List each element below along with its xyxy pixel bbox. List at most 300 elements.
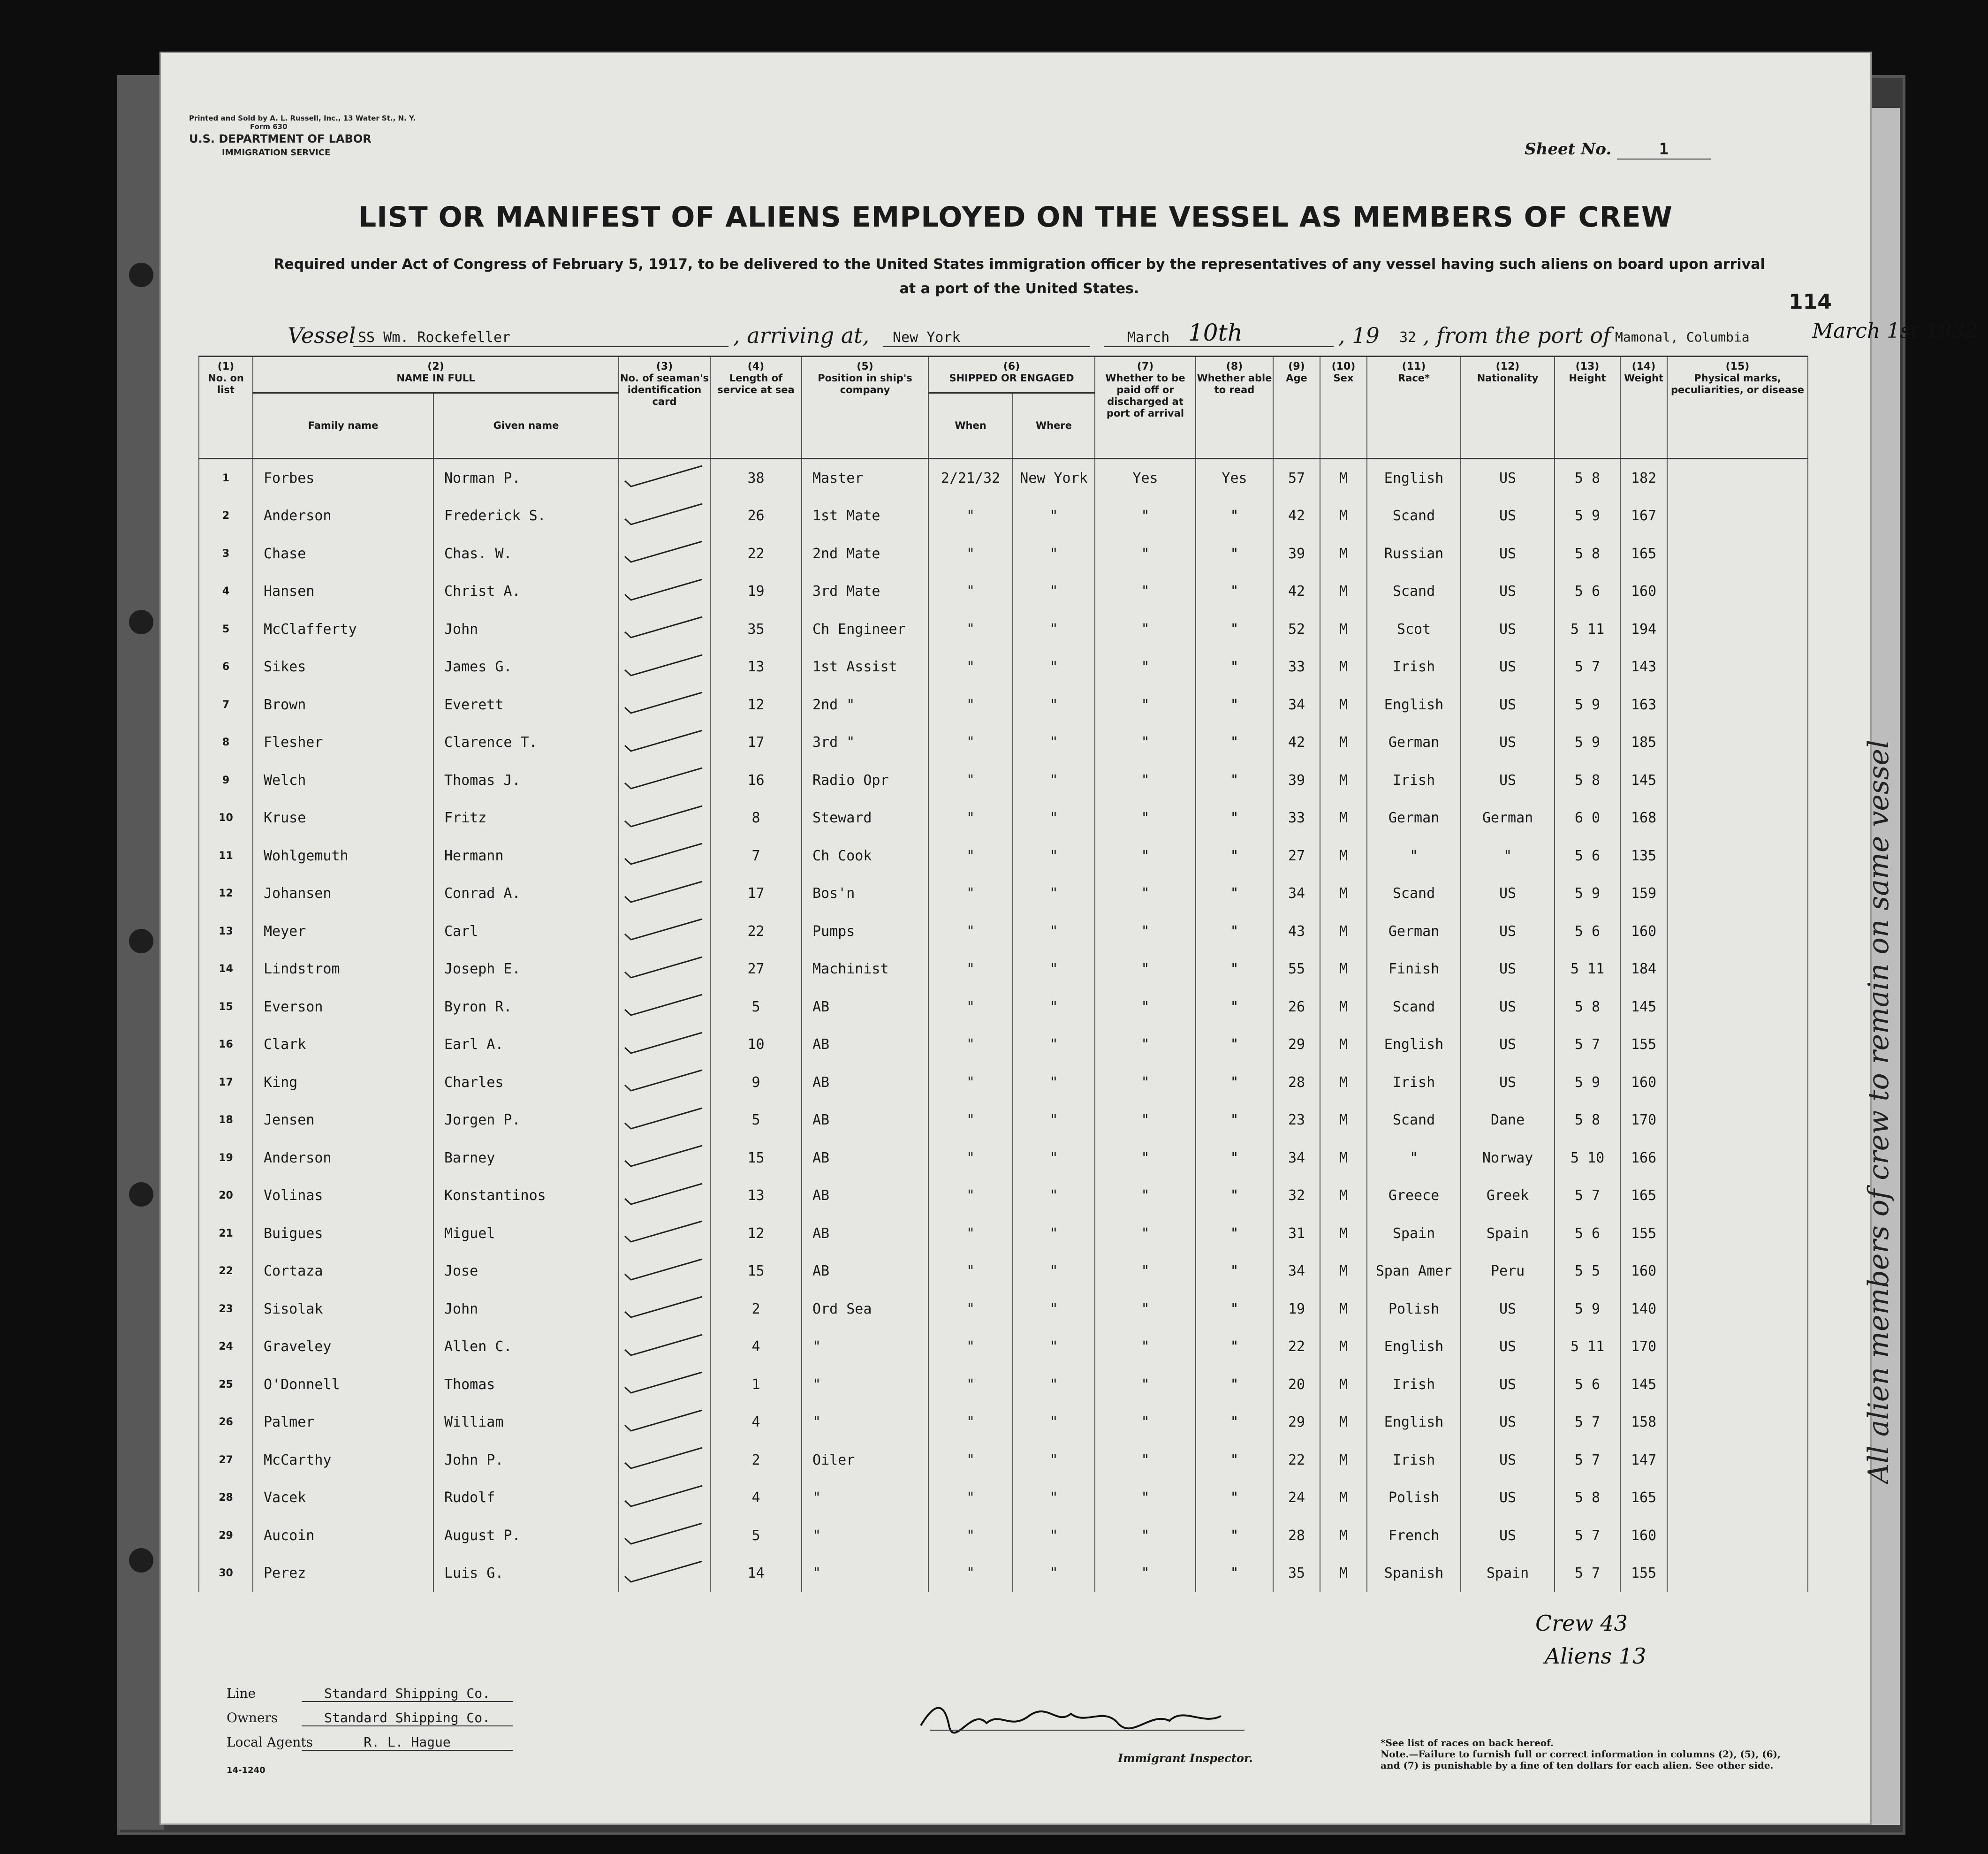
position: AB [802, 1139, 928, 1177]
weight: 168 [1620, 799, 1667, 837]
age: 29 [1273, 1026, 1320, 1064]
sex: M [1320, 1102, 1367, 1140]
nationality: US [1461, 573, 1555, 611]
position: " [802, 1404, 928, 1442]
check-mark-icon [622, 1142, 707, 1170]
check-mark-icon [622, 1331, 707, 1359]
given-name: Joseph E. [433, 950, 619, 988]
physical-marks [1667, 1404, 1808, 1442]
height: 5 6 [1555, 1215, 1620, 1253]
physical-marks [1667, 761, 1808, 799]
table-row [199, 988, 1808, 1026]
row-number: 27 [199, 1441, 253, 1479]
department: U.S. DEPARTMENT OF LABOR [189, 132, 372, 145]
shipped-when: " [928, 875, 1013, 913]
position: 3rd Mate [802, 573, 928, 611]
height: 5 9 [1555, 875, 1620, 913]
height: 5 7 [1555, 1404, 1620, 1442]
binder-hole [129, 263, 153, 287]
row-number: 29 [199, 1517, 253, 1555]
weight: 145 [1620, 988, 1667, 1026]
id-card [619, 1328, 710, 1366]
able-to-read: " [1196, 988, 1273, 1026]
check-mark-icon [622, 1368, 707, 1397]
table-row [199, 724, 1808, 762]
shipped-where: " [1013, 912, 1095, 950]
family-name: Everson [253, 988, 433, 1026]
given-name: Barney [433, 1139, 619, 1177]
able-to-read: " [1196, 724, 1273, 762]
id-card [619, 799, 710, 837]
nationality: US [1461, 1064, 1555, 1102]
paid-off: " [1095, 1215, 1196, 1253]
nationality: US [1461, 648, 1555, 686]
nationality: " [1461, 837, 1555, 875]
check-mark-icon [622, 840, 707, 868]
shipped-where: " [1013, 988, 1095, 1026]
table-row [199, 950, 1808, 988]
age: 57 [1273, 459, 1320, 497]
shipped-when: " [928, 1064, 1013, 1102]
shipped-where: " [1013, 1479, 1095, 1517]
weight: 159 [1620, 875, 1667, 913]
family-name: Meyer [253, 912, 433, 950]
service-years: 5 [710, 988, 802, 1026]
table-row [199, 686, 1808, 724]
form-code: 14-1240 [227, 1765, 266, 1775]
paid-off: " [1095, 761, 1196, 799]
shipped-where: " [1013, 1064, 1095, 1102]
shipped-where: " [1013, 1177, 1095, 1215]
id-card [619, 724, 710, 762]
check-mark-icon [622, 764, 707, 792]
handwritten-marks-note [1859, 593, 1901, 1484]
nationality: US [1461, 535, 1555, 573]
id-card [619, 1215, 710, 1253]
able-to-read: " [1196, 1139, 1273, 1177]
able-to-read: " [1196, 1441, 1273, 1479]
shipped-when: " [928, 1215, 1013, 1253]
physical-marks [1667, 1328, 1808, 1366]
nationality: US [1461, 912, 1555, 950]
table-row [199, 1064, 1808, 1102]
race: Finish [1367, 950, 1461, 988]
weight: 160 [1620, 573, 1667, 611]
given-name: John [433, 610, 619, 648]
family-name: Vacek [253, 1479, 433, 1517]
id-card [619, 535, 710, 573]
row-number: 2 [199, 497, 253, 535]
table-row [199, 1366, 1808, 1404]
given-name: Rudolf [433, 1479, 619, 1517]
from-label: , from the port of [1423, 323, 1611, 348]
race: French [1367, 1517, 1461, 1555]
sex: M [1320, 1026, 1367, 1064]
row-number: 15 [199, 988, 253, 1026]
physical-marks [1667, 497, 1808, 535]
weight: 158 [1620, 1404, 1667, 1442]
age: 34 [1273, 1139, 1320, 1177]
weight: 145 [1620, 1366, 1667, 1404]
family-name: Palmer [253, 1404, 433, 1442]
position: AB [802, 1177, 928, 1215]
weight: 166 [1620, 1139, 1667, 1177]
shipped-where: " [1013, 724, 1095, 762]
shipped-when: " [928, 1366, 1013, 1404]
shipped-when: " [928, 799, 1013, 837]
given-name: Jorgen P. [433, 1102, 619, 1140]
voyage-line [288, 319, 1978, 351]
id-card [619, 1026, 710, 1064]
nationality: US [1461, 950, 1555, 988]
check-mark-icon [622, 991, 707, 1019]
shipped-where: " [1013, 875, 1095, 913]
shipped-where: " [1013, 1517, 1095, 1555]
shipped-where: " [1013, 1328, 1095, 1366]
race: English [1367, 459, 1461, 497]
page-subtitle: Required under Act of Congress of February 5, 1917, to be delivered to the United States immigration officer by the representatives of any vessel having such aliens on board upon arrival at a port of the United States. [273, 256, 1765, 297]
sex: M [1320, 988, 1367, 1026]
check-mark-icon [622, 689, 707, 717]
check-mark-icon [622, 1066, 707, 1094]
physical-marks [1667, 1479, 1808, 1517]
weight: 194 [1620, 610, 1667, 648]
paid-off: " [1095, 724, 1196, 762]
row-number: 11 [199, 837, 253, 875]
aliens-tally: Aliens 13 [1545, 1643, 1647, 1669]
age: 29 [1273, 1404, 1320, 1442]
family-name: McClafferty [253, 610, 433, 648]
shipped-where: " [1013, 535, 1095, 573]
weight: 182 [1620, 459, 1667, 497]
race: Greece [1367, 1177, 1461, 1215]
weight: 155 [1620, 1026, 1667, 1064]
shipped-where: " [1013, 573, 1095, 611]
family-name: Clark [253, 1026, 433, 1064]
position: Pumps [802, 912, 928, 950]
table-row [199, 573, 1808, 611]
able-to-read: " [1196, 535, 1273, 573]
check-mark-icon [622, 651, 707, 679]
service-years: 14 [710, 1555, 802, 1593]
row-number: 22 [199, 1253, 253, 1291]
physical-marks [1667, 1026, 1808, 1064]
physical-marks [1667, 573, 1808, 611]
able-to-read: " [1196, 497, 1273, 535]
given-name: Thomas J. [433, 761, 619, 799]
shipped-when: " [928, 988, 1013, 1026]
table-row [199, 1026, 1808, 1064]
id-card [619, 1479, 710, 1517]
able-to-read: " [1196, 837, 1273, 875]
table-row [199, 1290, 1808, 1328]
able-to-read: " [1196, 1177, 1273, 1215]
paid-off: " [1095, 497, 1196, 535]
id-card [619, 1177, 710, 1215]
nationality: US [1461, 497, 1555, 535]
row-number: 26 [199, 1404, 253, 1442]
weight: 145 [1620, 761, 1667, 799]
physical-marks [1667, 1139, 1808, 1177]
printer-credit: Printed and Sold by A. L. Russell, Inc., 13 Water St., N. Y. [189, 114, 416, 122]
position: Ch Cook [802, 837, 928, 875]
given-name: Fritz [433, 799, 619, 837]
shipped-where: " [1013, 1404, 1095, 1442]
service-years: 15 [710, 1139, 802, 1177]
manifest-sheet [159, 52, 1978, 1825]
paid-off: " [1095, 1026, 1196, 1064]
given-name: John P. [433, 1441, 619, 1479]
race: Irish [1367, 648, 1461, 686]
position: 3rd " [802, 724, 928, 762]
service-years: 22 [710, 535, 802, 573]
page-number: 114 [1789, 290, 1832, 314]
position: AB [802, 1253, 928, 1291]
weight: 170 [1620, 1328, 1667, 1366]
physical-marks [1667, 648, 1808, 686]
race: English [1367, 686, 1461, 724]
able-to-read: " [1196, 1517, 1273, 1555]
able-to-read: " [1196, 1215, 1273, 1253]
height: 5 9 [1555, 1064, 1620, 1102]
position: 1st Assist [802, 648, 928, 686]
paid-off: " [1095, 686, 1196, 724]
height: 5 8 [1555, 535, 1620, 573]
service-years: 17 [710, 875, 802, 913]
height: 5 7 [1555, 648, 1620, 686]
service-years: 13 [710, 648, 802, 686]
family-name: O'Donnell [253, 1366, 433, 1404]
shipped-when: " [928, 724, 1013, 762]
arrival-year: 32 [1399, 329, 1417, 346]
footer-agents: Local Agents R. L. Hague [227, 1734, 513, 1751]
sex: M [1320, 950, 1367, 988]
physical-marks [1667, 950, 1808, 988]
check-mark-icon [622, 727, 707, 755]
family-name: Graveley [253, 1328, 433, 1366]
id-card [619, 1441, 710, 1479]
nationality: US [1461, 761, 1555, 799]
service-years: 26 [710, 497, 802, 535]
sex: M [1320, 459, 1367, 497]
table-row [199, 1102, 1808, 1140]
table-row [199, 875, 1808, 913]
check-mark-icon [622, 538, 707, 566]
id-card [619, 686, 710, 724]
id-card [619, 1555, 710, 1593]
race: Irish [1367, 1366, 1461, 1404]
weight: 155 [1620, 1555, 1667, 1593]
family-name: McCarthy [253, 1441, 433, 1479]
given-name: Earl A. [433, 1026, 619, 1064]
sex: M [1320, 535, 1367, 573]
weight: 167 [1620, 497, 1667, 535]
row-number: 8 [199, 724, 253, 762]
id-card [619, 875, 710, 913]
shipped-when: " [928, 535, 1013, 573]
sex: M [1320, 1404, 1367, 1442]
race: Polish [1367, 1479, 1461, 1517]
height: 5 11 [1555, 1328, 1620, 1366]
physical-marks [1667, 1290, 1808, 1328]
nationality: US [1461, 1404, 1555, 1442]
table-row [199, 459, 1808, 497]
physical-marks [1667, 724, 1808, 762]
footer-line: Line Standard Shipping Co. [227, 1686, 513, 1702]
physical-marks [1667, 1366, 1808, 1404]
sex: M [1320, 610, 1367, 648]
shipped-when: " [928, 837, 1013, 875]
nationality: US [1461, 1441, 1555, 1479]
position: Bos'n [802, 875, 928, 913]
id-card [619, 912, 710, 950]
paid-off: " [1095, 1441, 1196, 1479]
marks-note-text: All alien members of crew to remain on same vessel [1862, 739, 1895, 1484]
position: AB [802, 988, 928, 1026]
table-row [199, 1328, 1808, 1366]
paid-off: " [1095, 1555, 1196, 1593]
weight: 185 [1620, 724, 1667, 762]
shipped-where: " [1013, 1441, 1095, 1479]
sex: M [1320, 1555, 1367, 1593]
paid-off: " [1095, 1253, 1196, 1291]
age: 33 [1273, 648, 1320, 686]
row-number: 16 [199, 1026, 253, 1064]
age: 39 [1273, 761, 1320, 799]
given-name: Hermann [433, 837, 619, 875]
binder-hole [129, 1548, 153, 1573]
physical-marks [1667, 1517, 1808, 1555]
age: 43 [1273, 912, 1320, 950]
age: 23 [1273, 1102, 1320, 1140]
id-card [619, 1517, 710, 1555]
race: Russian [1367, 535, 1461, 573]
service-years: 35 [710, 610, 802, 648]
given-name: Byron R. [433, 988, 619, 1026]
given-name: Jose [433, 1253, 619, 1291]
paid-off: " [1095, 610, 1196, 648]
row-number: 19 [199, 1139, 253, 1177]
row-number: 5 [199, 610, 253, 648]
family-name: Wohlgemuth [253, 837, 433, 875]
race: Polish [1367, 1290, 1461, 1328]
race: Irish [1367, 761, 1461, 799]
given-name: Miguel [433, 1215, 619, 1253]
race: " [1367, 1139, 1461, 1177]
paid-off: " [1095, 950, 1196, 988]
age: 20 [1273, 1366, 1320, 1404]
inspector-label: Immigrant Inspector. [1118, 1751, 1253, 1765]
service-years: 4 [710, 1328, 802, 1366]
given-name: Christ A. [433, 573, 619, 611]
sex: M [1320, 912, 1367, 950]
col-header-when: When [928, 393, 1013, 459]
table-row [199, 648, 1808, 686]
paid-off: " [1095, 1290, 1196, 1328]
shipped-when: " [928, 497, 1013, 535]
shipped-when: 2/21/32 [928, 459, 1013, 497]
row-number: 28 [199, 1479, 253, 1517]
height: 5 9 [1555, 686, 1620, 724]
height: 5 9 [1555, 497, 1620, 535]
able-to-read: " [1196, 875, 1273, 913]
row-number: 10 [199, 799, 253, 837]
check-mark-icon [622, 1558, 707, 1586]
shipped-when: " [928, 761, 1013, 799]
shipped-when: " [928, 1328, 1013, 1366]
service-years: 10 [710, 1026, 802, 1064]
position: Ch Engineer [802, 610, 928, 648]
service-years: 4 [710, 1479, 802, 1517]
inspector-signature [916, 1697, 1263, 1740]
age: 34 [1273, 1253, 1320, 1291]
nationality: German [1461, 799, 1555, 837]
paid-off: " [1095, 799, 1196, 837]
paid-off: " [1095, 535, 1196, 573]
family-name: Forbes [253, 459, 433, 497]
binder-hole [129, 610, 153, 634]
age: 39 [1273, 535, 1320, 573]
height: 6 0 [1555, 799, 1620, 837]
service-years: 8 [710, 799, 802, 837]
sex: M [1320, 1064, 1367, 1102]
weight: 155 [1620, 1215, 1667, 1253]
family-name: Perez [253, 1555, 433, 1593]
arriving-label: , arriving at, [733, 323, 870, 348]
table-row [199, 761, 1808, 799]
paid-off: " [1095, 912, 1196, 950]
position: " [802, 1328, 928, 1366]
age: 42 [1273, 724, 1320, 762]
position: " [802, 1555, 928, 1593]
nationality: Dane [1461, 1102, 1555, 1140]
weight: 160 [1620, 912, 1667, 950]
race: Irish [1367, 1441, 1461, 1479]
check-mark-icon [622, 1444, 707, 1472]
check-mark-icon [622, 1255, 707, 1284]
family-name: Welch [253, 761, 433, 799]
weight: 143 [1620, 648, 1667, 686]
date-underline [1104, 346, 1334, 347]
weight: 163 [1620, 686, 1667, 724]
family-name: Anderson [253, 1139, 433, 1177]
shipped-where: " [1013, 1026, 1095, 1064]
race: Spain [1367, 1215, 1461, 1253]
weight: 140 [1620, 1290, 1667, 1328]
race: Scand [1367, 1102, 1461, 1140]
departure-date: March 1st 1932 [1812, 319, 1978, 343]
id-card [619, 648, 710, 686]
race: Scand [1367, 573, 1461, 611]
age: 19 [1273, 1290, 1320, 1328]
height: 5 8 [1555, 1479, 1620, 1517]
race: German [1367, 912, 1461, 950]
shipped-where: " [1013, 1139, 1095, 1177]
check-mark-icon [622, 802, 707, 830]
sex: M [1320, 1328, 1367, 1366]
paid-off: " [1095, 875, 1196, 913]
paid-off: " [1095, 1064, 1196, 1102]
physical-marks [1667, 686, 1808, 724]
height: 5 7 [1555, 1026, 1620, 1064]
service-years: 15 [710, 1253, 802, 1291]
sex: M [1320, 1479, 1367, 1517]
age: 28 [1273, 1517, 1320, 1555]
weight: 147 [1620, 1441, 1667, 1479]
table-row [199, 912, 1808, 950]
shipped-when: " [928, 950, 1013, 988]
age: 24 [1273, 1479, 1320, 1517]
